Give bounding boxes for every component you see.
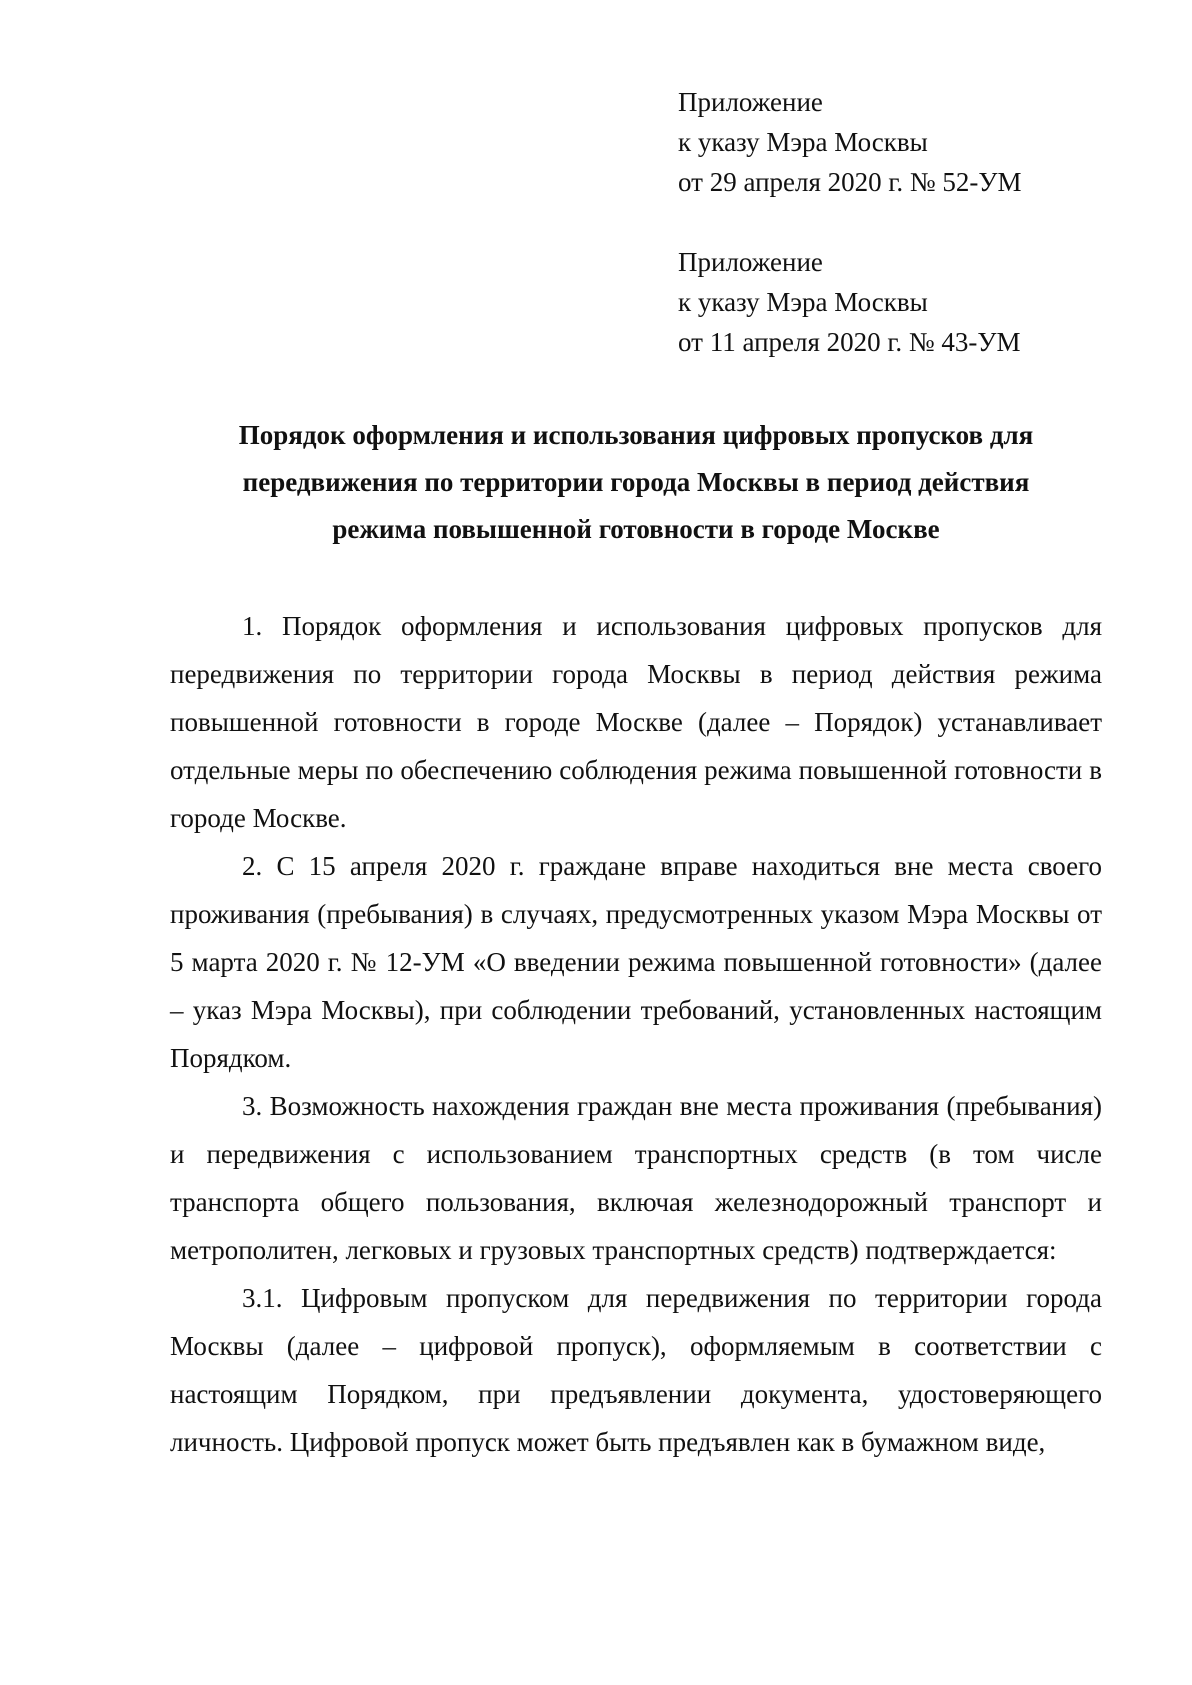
appendix-decree-date: от 29 апреля 2020 г. № 52-УМ bbox=[678, 167, 1022, 197]
title-line: режима повышенной готовности в городе Москве bbox=[332, 514, 940, 544]
appendix-label: Приложение bbox=[678, 87, 823, 117]
appendix-decree-ref: к указу Мэра Москвы bbox=[678, 127, 928, 157]
document-body bbox=[170, 602, 1102, 1466]
paragraph-1: 1. Порядок оформления и использования цифровых пропусков для передвижения по территории города Москвы в период действия режима повышенной готовности в городе Москве (далее – Порядок) устанавливает отдельные меры по обеспечению соблюдения режима повышенной готовности в городе Москве. bbox=[170, 611, 1102, 833]
title-line: Порядок оформления и использования цифровых пропусков для bbox=[238, 420, 1034, 450]
document-title bbox=[170, 412, 1102, 553]
paragraph-3-1: 3.1. Цифровым пропуском для передвижения по территории города Москвы (далее – цифровой пропуск), оформляемым в соответствии с настоящим Порядком, при предъявлении документа, удостоверяющего личность. Цифровой пропуск может быть предъявлен как в бумажном виде, bbox=[170, 1283, 1102, 1457]
title-line: передвижения по территории города Москвы в период действия bbox=[242, 467, 1030, 497]
appendix-label: Приложение bbox=[678, 247, 823, 277]
appendix-header-43-um bbox=[678, 242, 1021, 362]
appendix-header-52-um bbox=[678, 82, 1022, 202]
paragraph-3: 3. Возможность нахождения граждан вне места проживания (пребывания) и передвижения с использованием транспортных средств (в том числе транспорта общего пользования, включая железнодорожный транспорт и метрополитен, легковых и грузовых транспортных средств) подтверждается: bbox=[170, 1091, 1102, 1265]
paragraph-2: 2. С 15 апреля 2020 г. граждане вправе находиться вне места своего проживания (пребывания) в случаях, предусмотренных указом Мэра Москвы от 5 марта 2020 г. № 12-УМ «О введении режима повышенной готовности» (далее – указ Мэра Москвы), при соблюдении требований, установленных настоящим Порядком. bbox=[170, 851, 1102, 1073]
appendix-decree-ref: к указу Мэра Москвы bbox=[678, 287, 928, 317]
appendix-decree-date: от 11 апреля 2020 г. № 43-УМ bbox=[678, 327, 1021, 357]
